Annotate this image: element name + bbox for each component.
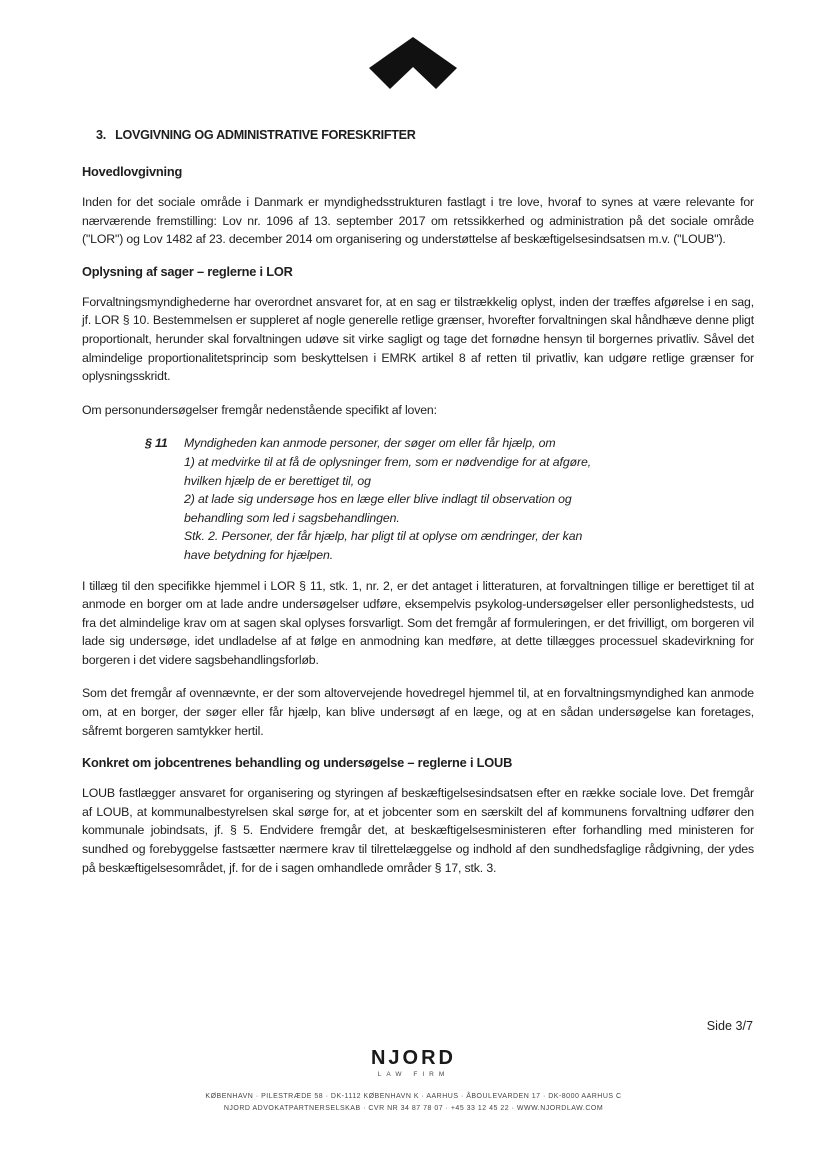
brand-subtitle: LAW FIRM	[377, 1071, 450, 1078]
paragraph: Forvaltningsmyndighederne har overordnet ansvaret for, at en sag er tilstrækkelig oplyst, inden der træffes afgørelse i en sag, jf. LOR § 10. Bestemmelsen er suppleret af nogle generelle retlige grænser, hvorefter forvaltningen skal håndhæve denne pligt proportionalt, herunder skal forvaltningen udøve sit virke sagligt og tage det fornødne hensyn til borgernes privatliv. Såvel det almindelige proportionalitetsprincip som beskyttelsen i EMRK artikel 8 af retten til privatliv, kan udgøre retlige grænser for oplysningsskridt.	[82, 294, 754, 384]
page-number: Side 3/7	[706, 1019, 753, 1033]
paragraph: Som det fremgår af ovennævnte, er der som altovervejende hovedregel hjemmel til, at en forvaltningsmyndighed kan anmode om, at en borger, der søger eller får hjælp, kan blive undersøgt af en læge, og at en sådan undersøgelse kan foretages, såfremt borgeren samtykker hertil.	[82, 686, 754, 738]
section-heading	[82, 128, 754, 142]
quote-line: Myndigheden kan anmode personer, der søger om eller får hjælp, om	[184, 436, 556, 451]
footer-line: NJORD ADVOKATPARTNERSELSKAB · CVR NR 34 87 78 07 · +45 33 12 45 22 · WWW.NJORDLAW.COM	[223, 1104, 604, 1112]
section-title: LOVGIVNING OG ADMINISTRATIVE FORESKRIFTER	[115, 128, 416, 142]
quote-line: Stk. 2. Personer, der får hjælp, har pligt til at oplyse om ændringer, der kan	[184, 529, 583, 544]
heading-oplysning: Oplysning af sager – reglerne i LOR	[82, 263, 293, 279]
paragraph: LOUB fastlægger ansvaret for organisering og styringen af beskæftigelsesindsatsen efter en række sociale love. Det fremgår af LOUB, at kommunalbestyrelsen skal sørge for, at et jobcenter som en særskilt del af kommunens forvaltning udfører den kommunale jobindsats, jf. § 5. Endvidere fremgår det, at beskæftigelsesministeren efter forhandling med ministeren for sundhed og forebyggelse fastsætter nærmere krav til tilrettelæggelse og indhold af den sundhedsfaglige rådgivning, der ydes på beskæftigelsesområdet, jf. for de i sagen omhandlede områder § 17, stk. 3.	[82, 786, 754, 875]
quote-line: 1) at medvirke til at få de oplysninger frem, som er nødvendige for at afgøre,	[184, 454, 592, 469]
quote-line: 2) at lade sig undersøge hos en læge eller blive indlagt til observation og	[184, 492, 572, 507]
quote-paragraph-mark: § 11	[145, 436, 168, 451]
heading-hovedlovgivning: Hovedlovgivning	[82, 164, 183, 179]
law-quote	[82, 434, 754, 564]
quote-line: hvilken hjælp de er berettiget til, og	[184, 473, 371, 488]
section-number: 3.	[96, 128, 106, 142]
brand-name: NJORD	[370, 1047, 456, 1069]
footer-line: KØBENHAVN · PILESTRÆDE 58 · DK-1112 KØBENHAVN K · AARHUS · ÅBOULEVARDEN 17 · DK-8000 AARHUS C	[205, 1093, 622, 1100]
chevron-up-icon	[369, 37, 457, 89]
document-body	[82, 128, 754, 893]
paragraph: Inden for det sociale område i Danmark er myndighedsstrukturen fastlagt i tre love, hvoraf to synes at være relevante for nærværende fremstilling: Lov nr. 1096 af 13. september 2017 om retssikkerhed og administration på det sociale område ("LOR") og Lov 1482 af 23. december 2014 om organisering og understøttelse af beskæftigelsesindsatsen m.v. ("LOUB").	[82, 195, 754, 247]
quote-line: behandling som led i sagsbehandlingen.	[184, 510, 400, 525]
footer-address	[0, 1091, 827, 1114]
paragraph: Om personundersøgelser fremgår nedenstående specifikt af loven:	[82, 402, 437, 417]
heading-jobcentre: Konkret om jobcentrenes behandling og undersøgelse – reglerne i LOUB	[82, 755, 513, 771]
paragraph: I tillæg til den specifikke hjemmel i LOR § 11, stk. 1, nr. 2, er det antaget i litteraturen, at forvaltningen tillige er berettiget til at anmode en borger om at lade andre undersøgelser udføre, eksempelvis psykolog-undersøgelser eller personlighedstests, ud fra det almindelige krav om at sagen skal oplyses forsvarligt. Som det fremgår af formuleringen, er det frivilligt, om borgeren vil lade sig undersøge, idet undladelse af at følge en anmodning kan medføre, at dette tillægges processuel skadevirkning for borgeren i det videre sagsbehandlingsforløb.	[82, 578, 754, 667]
quote-line: have betydning for hjælpen.	[184, 547, 334, 562]
footer-logo	[0, 1047, 827, 1078]
